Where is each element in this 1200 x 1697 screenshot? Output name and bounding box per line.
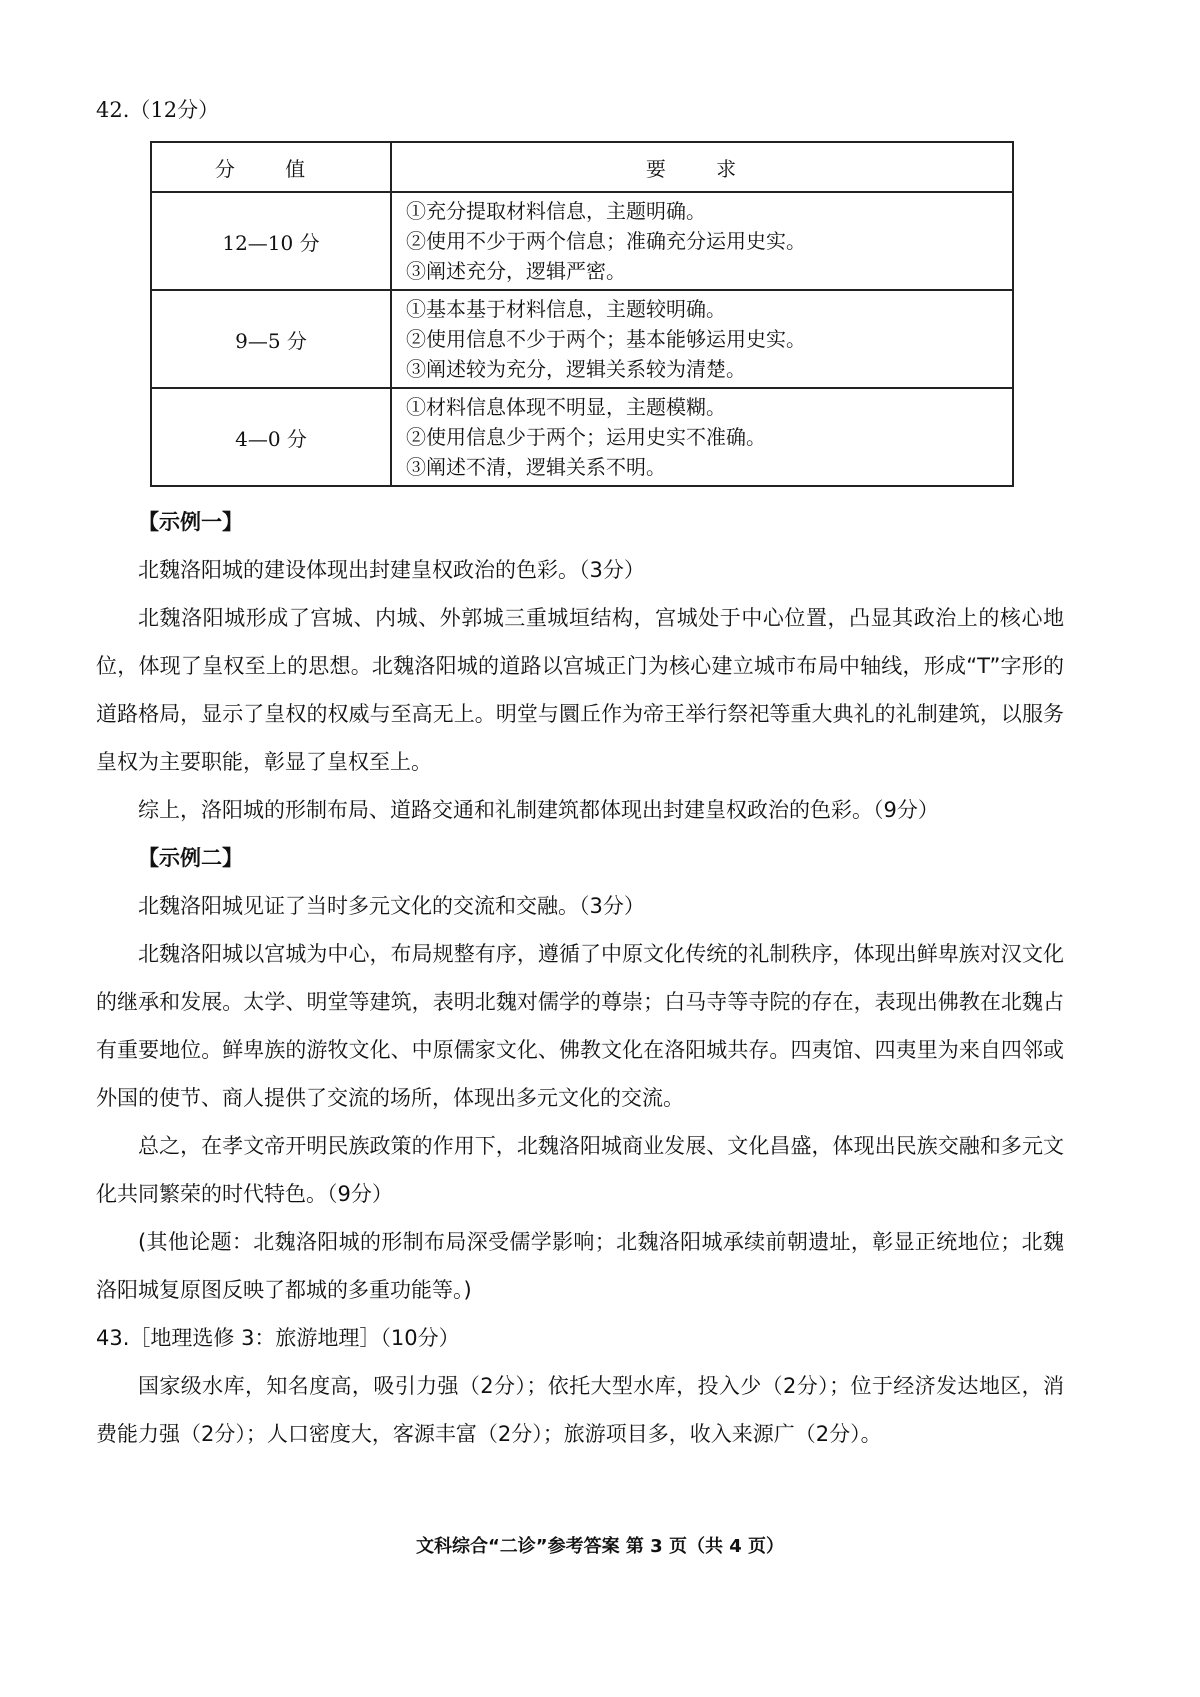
score-range: 9—5 分 xyxy=(151,290,391,388)
question-43-answer: 国家级水库，知名度高，吸引力强（2分）；依托大型水库，投入少（2分）；位于经济发达地区，消费能力强（2分）；人口密度大，客源丰富（2分）；旅游项目多，收入来源广（2分）。 xyxy=(96,1374,1064,1446)
example-1-heading: 【示例一】 xyxy=(138,510,243,534)
score-range: 12—10 分 xyxy=(151,192,391,290)
answer-body xyxy=(96,498,1064,1458)
requirements-cell xyxy=(391,192,1013,290)
requirement-item: ①材料信息体现不明显，主题模糊。 xyxy=(406,395,726,419)
requirement-item: ③阐述不清，逻辑关系不明。 xyxy=(406,455,666,479)
header-score: 分 值 xyxy=(151,142,391,192)
table-row xyxy=(151,290,1013,388)
table-header-row xyxy=(151,142,1013,192)
requirements-cell xyxy=(391,290,1013,388)
other-topics-note: (其他论题：北魏洛阳城的形制布局深受儒学影响；北魏洛阳城承续前朝遗址，彰显正统地位；北魏洛阳城复原图反映了都城的多重功能等。) xyxy=(96,1230,1064,1302)
question-42-title: 42.（12分） xyxy=(96,98,220,122)
example-2-heading: 【示例二】 xyxy=(138,846,243,870)
example-2-conclusion: 总之，在孝文帝开明民族政策的作用下，北魏洛阳城商业发展、文化昌盛，体现出民族交融和多元文化共同繁荣的时代特色。（9分） xyxy=(96,1134,1064,1206)
requirement-item: ②使用不少于两个信息；准确充分运用史实。 xyxy=(406,229,806,253)
table-row xyxy=(151,388,1013,486)
requirement-item: ③阐述充分，逻辑严密。 xyxy=(406,259,626,283)
example-1-conclusion: 综上，洛阳城的形制布局、道路交通和礼制建筑都体现出封建皇权政治的色彩。（9分） xyxy=(138,798,939,822)
score-range: 4—0 分 xyxy=(151,388,391,486)
requirements-cell xyxy=(391,388,1013,486)
requirement-item: ③阐述较为充分，逻辑关系较为清楚。 xyxy=(406,357,746,381)
example-1-thesis: 北魏洛阳城的建设体现出封建皇权政治的色彩。（3分） xyxy=(138,558,645,582)
requirement-item: ②使用信息不少于两个；基本能够运用史实。 xyxy=(406,327,806,351)
requirement-item: ①基本基于材料信息，主题较明确。 xyxy=(406,297,726,321)
table-row xyxy=(151,192,1013,290)
scoring-rubric-table xyxy=(150,141,1014,487)
example-1-body: 北魏洛阳城形成了宫城、内城、外郭城三重城垣结构，宫城处于中心位置，凸显其政治上的核心地位，体现了皇权至上的思想。北魏洛阳城的道路以宫城正门为核心建立城市布局中轴线，形成“T”字形的道路格局，显示了皇权的权威与至高无上。明堂与圜丘作为帝王举行祭祀等重大典礼的礼制建筑，以服务皇权为主要职能，彰显了皇权至上。 xyxy=(96,606,1064,774)
example-2-body: 北魏洛阳城以宫城为中心，布局规整有序，遵循了中原文化传统的礼制秩序，体现出鲜卑族对汉文化的继承和发展。太学、明堂等建筑，表明北魏对儒学的尊崇；白马寺等寺院的存在，表现出佛教在北魏占有重要地位。鲜卑族的游牧文化、中原儒家文化、佛教文化在洛阳城共存。四夷馆、四夷里为来自四邻或外国的使节、商人提供了交流的场所，体现出多元文化的交流。 xyxy=(96,942,1064,1110)
header-requirements: 要 求 xyxy=(391,142,1013,192)
page-footer: 文科综合“二诊”参考答案 第 3 页（共 4 页） xyxy=(415,1536,785,1557)
question-43-title: 43.［地理选修 3：旅游地理］（10分） xyxy=(96,1326,460,1350)
requirement-item: ①充分提取材料信息，主题明确。 xyxy=(406,199,706,223)
requirement-item: ②使用信息少于两个；运用史实不准确。 xyxy=(406,425,766,449)
example-2-thesis: 北魏洛阳城见证了当时多元文化的交流和交融。（3分） xyxy=(138,894,645,918)
